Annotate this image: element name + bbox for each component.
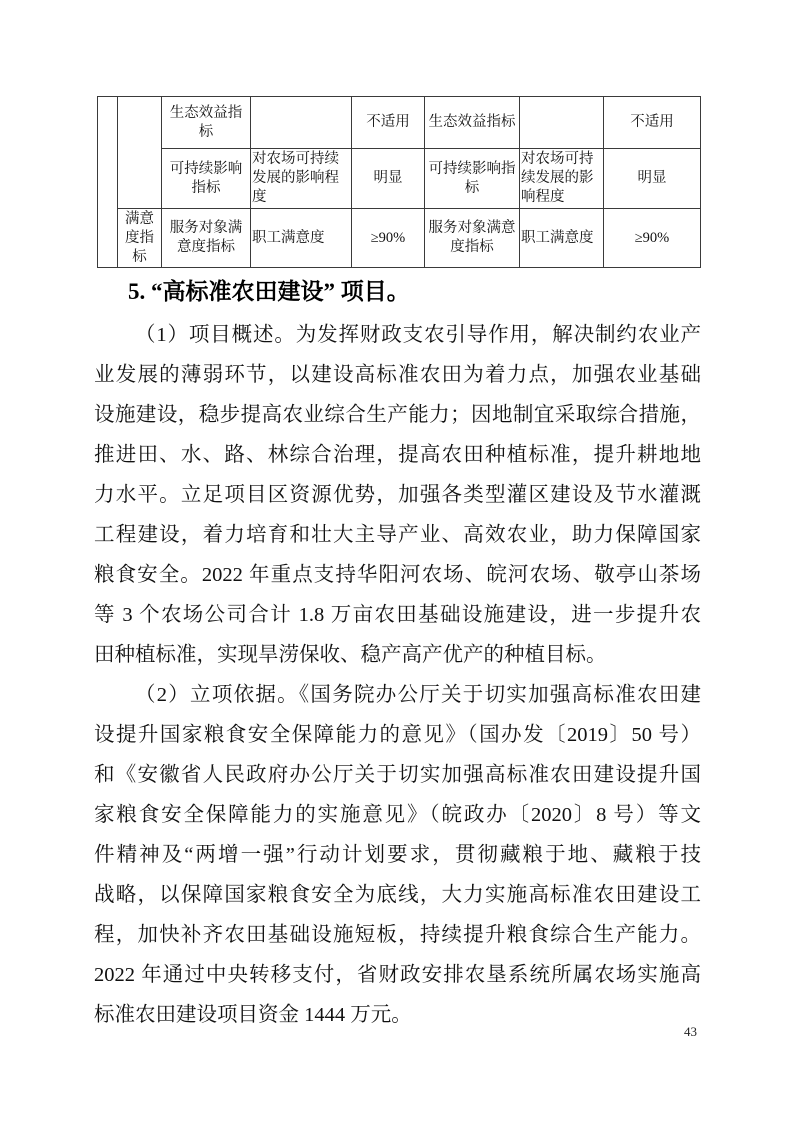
table-cell-indicator: 服务对象满意度指标 — [162, 209, 251, 268]
paragraph-line: 粮食安全。2022 年重点支持华阳河农场、皖河农场、敬亭山茶场 — [94, 564, 701, 586]
paragraph-line: 等 3 个农场公司合计 1.8 万亩农田基础设施建设，进一步提升农 — [94, 604, 701, 626]
section-heading: 5. “高标准农田建设” 项目。 — [128, 279, 410, 304]
paragraph-line: 推进田、水、路、林综合治理，提高农田种植标准，提升耕地地 — [94, 444, 701, 466]
table-cell-indicator: 可持续影响指标 — [162, 149, 251, 209]
table-cell-value: 不适用 — [352, 97, 425, 149]
table-row — [98, 97, 701, 149]
paragraph-line: 业发展的薄弱环节，以建设高标准农田为着力点，加强农业基础 — [94, 364, 701, 386]
paragraph-line: 力水平。立足项目区资源优势，加强各类型灌区建设及节水灌溉 — [94, 484, 701, 506]
paragraph-line: 田种植标准，实现旱涝保收、稳产高产优产的种植目标。 — [94, 644, 607, 666]
paragraph-line: （1）项目概述。为发挥财政支农引导作用，解决制约农业产 — [135, 324, 701, 346]
paragraph-line: 设施建设，稳步提高农业综合生产能力；因地制宜采取综合措施， — [94, 404, 701, 426]
table-cell-detail: 对农场可持续发展的影响程度 — [520, 149, 604, 209]
paragraph-line: 程，加快补齐农田基础设施短板，持续提升粮食综合生产能力。 — [94, 924, 701, 946]
table-cell-value: 不适用 — [604, 97, 701, 149]
table-cell-indicator: 生态效益指标 — [425, 97, 520, 149]
table-cell-detail: 职工满意度 — [251, 209, 352, 268]
table-cell-indicator: 生态效益指标 — [162, 97, 251, 149]
table-cell-value: ≥90% — [604, 209, 701, 268]
paragraph-line: 件精神及“两增一强”行动计划要求，贯彻藏粮于地、藏粮于技 — [94, 844, 701, 866]
table-cell-indicator: 可持续影响指标 — [425, 149, 520, 209]
table-cell-value: 明显 — [604, 149, 701, 209]
paragraph-line: 标准农田建设项目资金 1444 万元。 — [94, 1004, 412, 1026]
paragraph — [94, 315, 701, 675]
table-cell-group-label: 满意度指标 — [118, 209, 162, 268]
paragraph-line: 和《安徽省人民政府办公厅关于切实加强高标准农田建设提升国 — [94, 764, 701, 786]
table-row — [98, 149, 701, 209]
paragraph-line: 战略，以保障国家粮食安全为底线，大力实施高标准农田建设工 — [94, 884, 701, 906]
table-cell-indicator: 服务对象满意度指标 — [425, 209, 520, 268]
page-number: 43 — [684, 1024, 697, 1039]
table-cell-group-empty — [118, 97, 162, 209]
paragraph-line: （2）立项依据。《国务院办公厅关于切实加强高标准农田建 — [135, 684, 701, 706]
paragraph-line: 家粮食安全保障能力的实施意见》（皖政办〔2020〕8 号）等文 — [94, 804, 701, 826]
table-cell-detail: 职工满意度 — [520, 209, 604, 268]
table-cell-left-spacer — [98, 97, 118, 268]
paragraph-line: 2022 年通过中央转移支付，省财政安排农垦系统所属农场实施高 — [94, 964, 701, 986]
table-cell-value: ≥90% — [352, 209, 425, 268]
body-text — [94, 315, 701, 1035]
table-cell-value: 明显 — [352, 149, 425, 209]
table-cell-detail — [251, 97, 352, 149]
paragraph-line: 工程建设，着力培育和壮大主导产业、高效农业，助力保障国家 — [94, 524, 701, 546]
table-cell-detail — [520, 97, 604, 149]
table-row — [98, 209, 701, 268]
paragraph — [94, 675, 701, 1035]
table-cell-detail: 对农场可持续发展的影响程度 — [251, 149, 352, 209]
paragraph-line: 设提升国家粮食安全保障能力的意见》（国办发〔2019〕50 号） — [94, 724, 701, 746]
indicator-table — [97, 96, 701, 268]
